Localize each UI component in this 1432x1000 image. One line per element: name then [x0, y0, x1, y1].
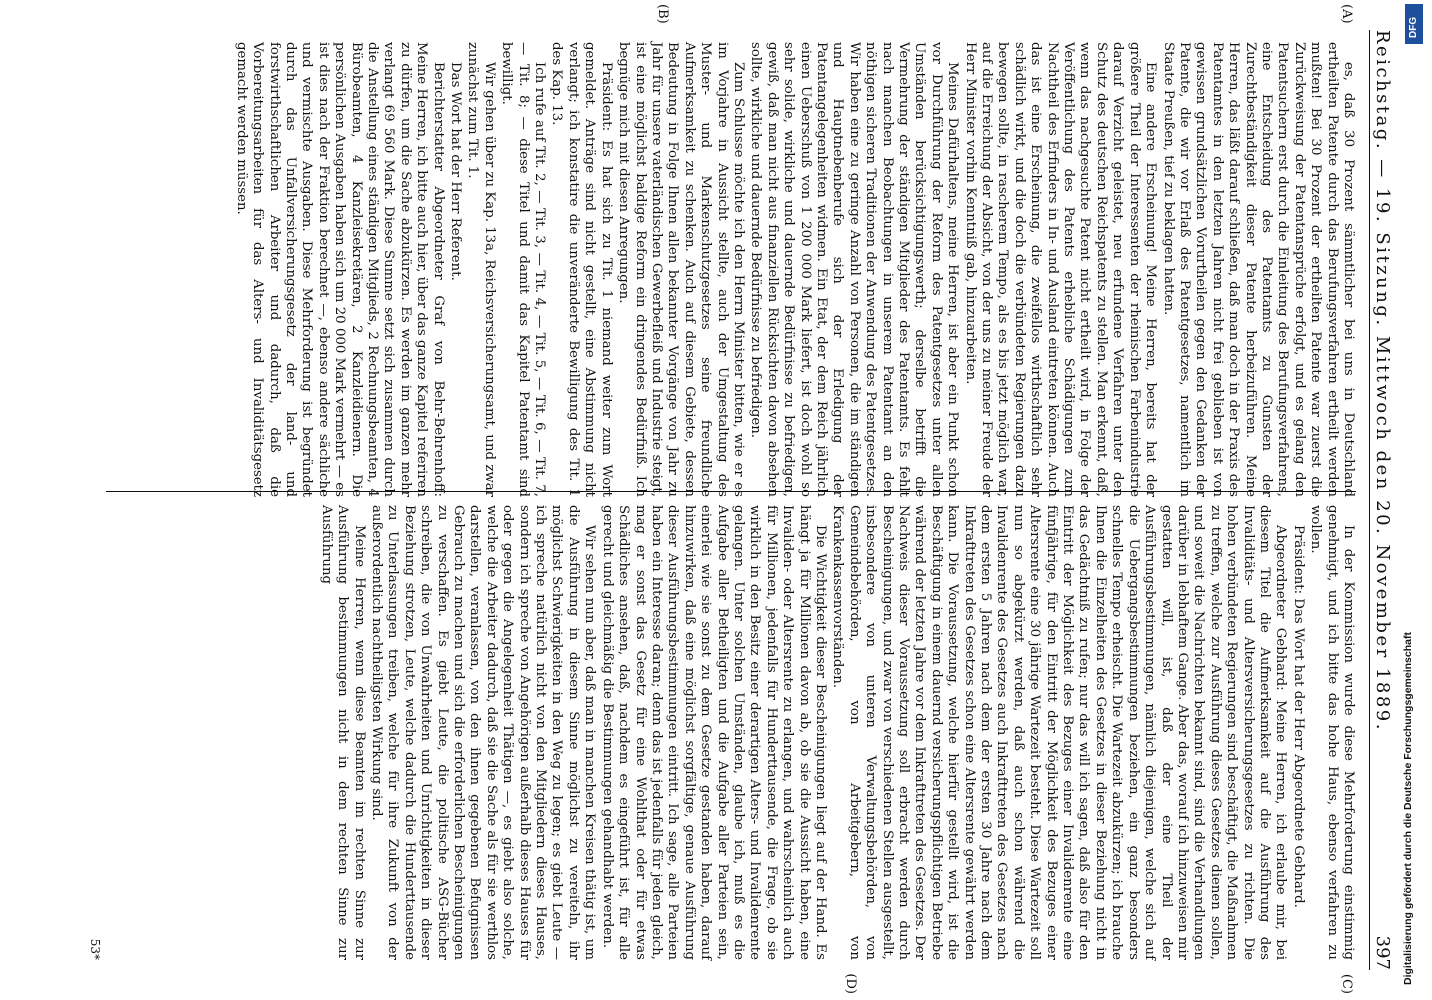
paragraph: Abgeordneter Gebhard: Meine Herren, ich erlaube mir, bei diesem Titel die Aufmerksamkeit auf die Ausführung des Invaliditäts- und Altersversicherungsgesetzes zu richten. Die hohen verbündeten Regierungen sind beschäftigt, die Maßnahmen zu treffen, welche zur Ausführung dieses Gesetzes dienen sollen, und soweit die Nachrichten bekannt sind, sind die Verhandlungen darüber in lebhaftem Gange. Aber das, worauf ich hinzuweisen mir gestatten will, ist, daß der eine Theil der Ausführungsbestimmungen, nämlich diejenigen, welche sich auf die Uebergangsbestimmungen beziehen, ein ganz besonders schnelles Tempo erheischt. Die Wartezeit abzukürzen; ich brauche Ihnen die Einzelheiten des Gesetzes in dieser Beziehung nicht in das Gedächtniß zu rufen; nur das will ich sagen, daß also für den Eintritt der Möglichkeit des Bezuges einer Invalidenrente eine fünfjährige, für den Eintritt der Möglichkeit des Bezuges einer Altersrente eine 30 jährige Wartezeit besteht. Diese Wartezeit soll nun so abgekürzt werden, daß auch schon während die Invalidenrente des Gesetzes auch Inkrafttreten des Gesetzes nach dem ersten 5 Jahren nach dem der ersten 30 Jahre nach dem Inkrafttreten des Gesetzes schon eine Altersrente gewährt werden kann. Die Voraussetzung, welche hierfür gestellt wird, ist die Beschäftigung in einem dauernd versicherungspflichtigen Betriebe während der letzten Jahre vor dem Inkrafttreten des Gesetzes. Der Nachweis dieser Voraussetzung soll erbracht werden durch Bescheinigungen, und zwar von verschiedenen Stellen ausgestellt, insbesondere von unteren Verwaltungsbehörden, von Gemeindebehörden, von Arbeitgebern, von Krankenkassenvorständen. [830, 505, 1289, 960]
paragraph: Berichterstatter Abgeordneter Graf von Behr-Behrenhoff: Meine Herren, ich bitte auch hier, über das ganze Kapitel referiren zu dürfen, um die Sache abzukürzen. Es werden im ganzen mehr verlangt 69 560 Mark. Diese Summe setzt sich zusammen durch die Anstellung eines ständigen Mitglieds, 2 Rechnungsbeamten, 4 Bürobeamten, 4 Kanzleisekretären, 2 Kanzleidienern. Die persönlichen Ausgaben haben sich um 20 000 Mark vermehrt — es ist dies nach der Fraktion berechnet —, ebenso andere sächliche und vermischte Ausgaben. Diese Mehrforderung ist begründet durch das Unfallversicherungsgesetz der land- und forstwirthschaftlichen Arbeiter und dadurch, daß die Vorbereitungsarbeiten für das Alters- und Invaliditätsgesetz gemacht werden müssen. [233, 42, 446, 497]
margin-marker-b: (B) [655, 4, 670, 24]
paragraph: Wir gehen über zu Kap. 13a, Reichsversicherungsamt, und zwar zunächst zum Tit. 1. [465, 42, 497, 497]
paragraph: es, daß 30 Prozent sämmtlicher bei uns in Deutschland ertheilten Patente durch das Berufungsverfahren ertheilt werden mußten! Bei 30 Prozent der ertheilten Patente war zuerst die Zurückweisung der Patentansprüche erfolgt, und es gelang den Patentsuchern erst durch die Einleitung des Berufungsverfahrens, eine Entscheidung des Patentamts zu Gunsten der Zurechtbeständigkeit dieser Patente herbeizuführen. Meine Herren, das läßt darauf schließen, daß man doch in der Praxis des Patentamtes in den letzten Jahren nicht frei geblieben ist von gewissen grundsätzlichen Vorurtheilen gegen den Gedanken der Patente, die wir vor Erlaß des Patentgesetzes, namentlich im Staate Preußen, tief zu beklagen hatten. [1160, 42, 1356, 497]
margin-marker-c: (C) [1339, 973, 1354, 994]
sheet-mark: 53* [88, 938, 102, 960]
margin-marker-a: (A) [1339, 4, 1354, 24]
paragraph: Präsident: Das Wort hat der Herr Abgeordnete Gebhard. [1290, 525, 1306, 908]
paragraph: Präsident: Es hat sich zu Tit. 1 niemand weiter zum Wort gemeldet. Anträge sind nicht gestellt, eine Abstimmung nicht verlangt; ich konstatire die unveränderte Bewilligung des Tit. 1 des Kap. 13. [549, 42, 614, 497]
dfg-logo-text: DFG [1408, 16, 1419, 38]
margin-marker-d: (D) [843, 973, 858, 994]
page-number: 397 [1372, 935, 1393, 970]
paragraph: Zum Schlusse möchte ich den Herrn Minister bitten, wie er es im Vorjahre in Aussicht stellte, auch der Umgestaltung des Muster- und Markenschutzgesetzes seine freundliche Aufmerksamkeit zu schenken. Auch auf diesem Gebiete, dessen Bedeutung in Folge Ihnen allen bekannter Vorgänge von Jahr zu Jahr für unsere vaterländischen Gewerbefleiß und Industrie steigt, ist eine möglichst baldige Reform ein dringendes Bedürfniß. Ich begnüge mich mit diesen Anregungen. [616, 42, 746, 497]
right-column [317, 505, 1356, 960]
paragraph: Das Wort hat der Herr Referent. [448, 62, 464, 281]
paragraph: Meines Dafürhaltens, meine Herren, ist aber ein Punkt schon vor Durchführung der Reform des Patentgesetzes unter allen Umständen berücksichtigungswerth; derselbe betrifft die Vermehrung der ständigen Mitglieder des Patentamts. Es fehlt nach manchen Beobachtungen in unserem Patentamt an den nöthigen sicheren Traditionen der Anwendung des Patentgesetzes. Wir haben eine zu geringe Anzahl von Personen, die im ständigen und Hauptnebenberufe sich der Erledigung der Patentangelegenheiten widmen. Ein Etat, der dem Reich jährlich einen Ueberschuß von 1 200 000 Mark liefert, ist doch wohl so sehr solide, wirkliche und dauernde Bedürfnisse zu befriedigen, gewiß, daß man nicht aus finanziellen Rücksichten davon absehen sollte, wirkliche und dauernde Bedürfnisse zu befriedigen. [748, 42, 961, 497]
column-divider [106, 491, 1356, 492]
paragraph: Ich rufe auf Tit. 2, — Tit. 3, — Tit. 4, — Tit. 5, — Tit. 6, — Tit. 7, — Tit. 8; — diese Titel und damit das Kapitel Patentamt sind bewilligt. [499, 42, 548, 497]
left-column [232, 42, 1356, 497]
paragraph: In der Kommission wurde diese Mehrforderung einstimmig genehmigt, und ich bitte das hohe Haus, ebenso verfahren zu wollen. [1308, 505, 1356, 960]
document-page [60, 0, 1432, 1000]
dfg-logo [1405, 4, 1423, 44]
dfg-credit-line: Digitalisierung gefördert durch die Deutsche Forschungsgemeinschaft [1402, 632, 1414, 985]
paragraph: Meine Herren, wenn diese Beamten im rechten Sinne zur Ausführung bestimmungen nicht in dem rechten Sinne zur Ausführung [318, 505, 367, 960]
header-title: Reichstag. — 19. Sitzung. Mittwoch den 20. November 1889. [1372, 30, 1393, 732]
paragraph: Eine andere Erscheinung! Meine Herren, bereits hat der größere Theil der Interessenten der rheinischen Farbenindustrie darauf Verzicht geleistet, neu erfundene Verfahren unter den Schutz des deutschen Reichspatents zu stellen. Man erkennt, daß, wenn das nachgesuchte Patent nicht ertheilt wird, in Folge der Veröffentlichung des Patents erhebliche Schädigungen zum Nachtheil des Erfinders in In- und Ausland eintreten können. Auch das ist eine Erscheinung, die zweifellos wirthschaftlich sehr schädlich wirkt, und die doch die verbündeten Regierungen dazu bewegen sollte, in rascherem Tempo, als es bis jetzt möglich war, auf die Erreichung der Absicht, von der uns zu meiner Freude der Herr Minister vorhin Kenntniß gab, hinzuarbeiten. [962, 42, 1159, 497]
page-header [1369, 30, 1396, 970]
paragraph: Die Wichtigkeit dieser Bescheinigungen liegt auf der Hand. Es hängt ja für Millionen davon ab, ob sie die Aussicht haben, eine Invaliden- oder Altersrente zu erlangen, und wahrscheinlich auch für Millionen, jedenfalls für Hunderttausende, die Frage, ob sie wirklich in den Besitz einer derartigen Alters- und Invalidenrente gelangen. Unter solchen Umständen, glaube ich, muß es die Aufgabe aller Betheiligten und die Aufgabe aller Parteien sein, einerlei wie sie sonst zu dem Gesetze gestanden haben, darauf hinzuwirken, daß eine möglichst sorgfältige, genaue Ausführung dieser Ausführungsbestimmungen eintritt. Ich sage, alle Parteien haben ein Interesse daran; denn das ist jedenfalls für jeden gleich, mag er sonst das Gesetz für eine Wohlthat oder für etwas Schädliches ansehen, daß, nachdem es eingeführt ist, für alle gerecht und gleichmäßig die Bestimmungen gehandhabt werden. [599, 505, 828, 960]
paragraph: Wir sehen nun aber, daß man in manchen Kreisen thätig ist, um die Ausführung in diesem Sinne möglichst zu vereiteln, ihr möglichst Schwierigkeiten in den Weg zu legen; es giebt Leute — ich spreche natürlich nicht von den Mitgliedern dieses Hauses, sondern ich spreche von Angehörigen außerhalb dieses Hauses für oder gegen die Angelegenheit Thätigen —, es giebt also solche, welche die Arbeiter dadurch, daß sie die Sache als für sie werthlos darstellen, veranlassen, von den ihnen gegebenen Befugnissen Gebrauch zu machen und sich die erforderlichen Bescheinigungen zu verschaffen. Es giebt Leute, die politische ASG-Bücher schreiben, die von Unwahrheiten und Unrichtigkeiten in dieser Beziehung strotzen, Leute, welche dadurch die Hunderttausende zu Unterlassungen treiben, welche für ihre Zukunft von der außerordentlich nachtheiligsten Wirkung sind. [369, 505, 598, 960]
